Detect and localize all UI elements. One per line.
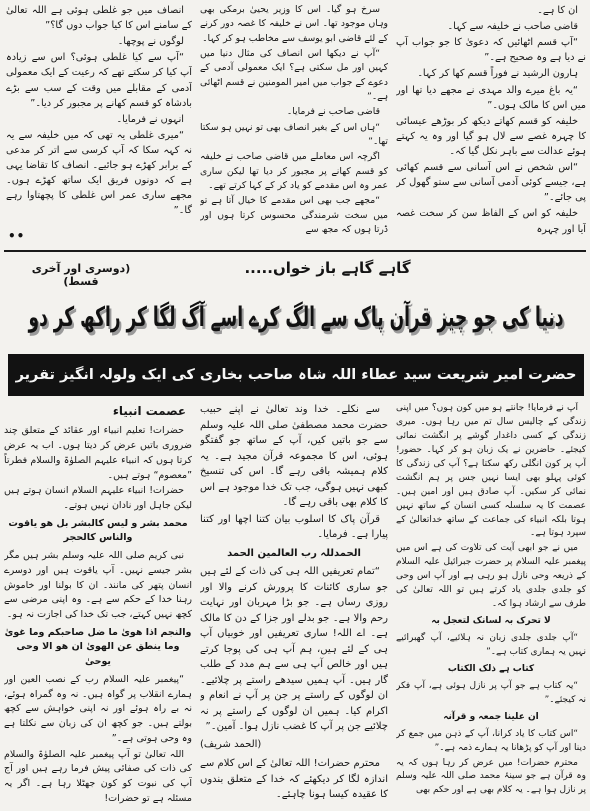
paragraph: نبی کریم صلی اللہ علیہ وسلم بشر ہیں مگر بشر جیسے نہیں۔ آپ یاقوت ہیں اور دوسرے انسان پتھر کی مانند۔ ان کا بولنا اور خاموش رہنا خدا کے حکم سے ہے۔ وہ اپنی مرضی سے کچھ نہیں کہتے، جب تک خدا کی اجازت نہ ہو۔ xyxy=(4,550,192,621)
paragraph: “آپ جلدی جلدی زبان نہ ہلائیے، آپ گھبرائیے نہیں یہ ہماری کتاب ہے۔” xyxy=(396,633,586,657)
headline xyxy=(18,288,574,348)
paragraph: حضرات! تعلیم انبیاء اور عقائد کے متعلق چند ضروری باتیں عرض کر دیتا ہوں۔ اب یہ عرض کرتا ہوں کہ انبیاء علیہم الصلوٰۃ والسلام فطرتاً ”معصوم“ ہوتے ہیں۔ xyxy=(4,425,192,481)
paragraph: “یہ باغ میرے والد مہدی نے مجھے دیا تھا اور میں اس کا مالک ہوں۔” xyxy=(396,84,586,111)
paragraph: “آپ نے دیکھا اس انصاف کی مثال دنیا میں کہیں اور مل سکتی ہے؟ ایک معمولی آدمی کے دعوے کے جواب میں امیر المومنین نے قسم اٹھائی ہے۔” xyxy=(200,47,388,102)
verse-line: الحمدللہ رب العالمین الحمد xyxy=(227,547,361,559)
byline-banner-text: حضرت امیر شریعت سید عطاء اللہ شاہ صاحب بخاری کی ایک ولولہ انگیز تقریر xyxy=(15,367,577,383)
paragraph: اللہ تعالیٰ تو آپ پیغمبر علیہ الصلوٰۃ والسلام کی ذات کی صفائی پیش فرما رہے ہیں اور آج آپ کی نبوت کو کون جھٹلا رہا ہے۔ اگر یہ مسئلہ ہے تو حضرات! xyxy=(4,748,192,804)
paragraph: خلیفہ کو قسم کھاتے دیکھ کر بوڑھے عیسائی کا چہرہ غصے سے لال ہو گیا اور وہ یہ کہتے ہوئے عدالت سے باہر نکل گیا کہ۔ xyxy=(396,115,586,157)
paragraph: محترم حضرات! اللہ تعالیٰ کے اس کلام سے اندازہ لگا کر دیکھئے کہ خدا کے متعلق بندوں کا عقیدہ کیسا ہونا چاہئے۔ xyxy=(200,758,388,800)
verse-line: والنجم اذا ھویٰ ما ضل صاحبکم وما غویٰ وما ینطق عن الھویٰ ان ھو الا وحی یوحیٰ xyxy=(4,626,192,668)
top-column-left xyxy=(6,3,192,229)
top-column-right xyxy=(396,3,586,239)
paragraph: “اس کتاب کا یاد کرانا، آپ کے ذہن میں جمع کر دینا اور آپ کو پڑھانا یہ ہمارے ذمہ ہے۔” xyxy=(396,728,586,753)
story-end-marker: •• xyxy=(8,229,26,243)
paragraph: قاضی صاحب نے خلیفہ سے کہا۔ xyxy=(447,21,578,33)
section-divider xyxy=(4,250,586,252)
signoff-line: (الحمد شریف) xyxy=(200,738,262,750)
paragraph: سے نکلے۔ خدا وند تعالیٰ نے اپنے حبیب حضرت محمد مصطفیٰ صلی اللہ علیہ وسلم سے جو باتیں کیں، آپ کے ساتھ جو گفتگو ہوئی، اس کا مجموعہ قرآن مجید ہے۔ یہ کلام ہمیشہ باقی رہے گا۔ اس کی تنسیخ کبھی نہیں ہوگی، جب تک خدا موجود ہے اس کا کلام بھی باقی رہے گا۔ xyxy=(200,404,388,508)
top-column-middle xyxy=(200,3,388,239)
section-heading: عصمت انبیاء xyxy=(112,404,186,418)
paragraph: “اس شخص نے اس آسانی سے قسم کھائی ہے، جیسے کوئی آدمی آسانی سے ستو گھول کر پی جائے۔” xyxy=(396,162,586,204)
paragraph: لوگوں نے پوچھا۔ xyxy=(117,36,184,48)
paragraph: “مجھے جب بھی اس مقدمے کا خیال آتا ہے تو میں سخت شرمندگی محسوس کرتا ہوں اور ڈرتا ہوں کہ مجھ سے xyxy=(200,195,388,235)
paragraph: آپ نے فرمایا! جانتے ہو میں کون ہوں؟ میں اپنی زندگی کے چالیس سال تم میں رہا ہوں۔ میری زندگی کے کسی داغدار گوشے پر انگشت نمائی کیجئے۔ حاضرین نے یک زبان ہو کر کہا۔ حضور! آپ پر کون انگلی رکھ سکتا ہے؟ آپ کی زندگی کا کوئی پہلو بھی ایسا نہیں جس پر ہم انگشت نمائی کر سکیں۔ آپ صادق ہیں اور امین ہیں۔ عصمت کا یہ سلسلہ کسی انسان کے ساتھ نہیں ہوتا بلکہ انبیاء کی جماعت کے ساتھ خداتعالیٰ کے سپرد ہوتا ہے۔ xyxy=(396,403,586,539)
byline-banner xyxy=(8,354,584,396)
paragraph: “یہ کتاب ہے جو آپ پر نازل ہوئی ہے، آپ فکر نہ کیجئے۔” xyxy=(396,680,586,705)
paragraph: اگرچہ اس معاملے میں قاضی صاحب نے خلیفہ کو قسم کھانے پر مجبور کر دیا تھا لیکن ساری عمر وہ اس مقدمے کو یاد کر کے کہا کرتے تھے۔ xyxy=(200,151,388,191)
paragraph: سرخ ہو گیا۔ اس کا وزیر یحییٰ برمکی بھی وہاں موجود تھا۔ اس نے خلیفہ کا غصہ دور کرنے کے لئے قاضی ابو یوسف سے مخاطب ہو کر کہا۔ xyxy=(200,4,388,44)
paragraph: حضرات! انبیاء علیہم السلام انسان ہوتے ہیں لیکن جاہل اور نادان نہیں ہوتے۔ xyxy=(4,485,192,511)
paragraph: “تمام تعریفیں اللہ ہی کی ذات کے لئے ہیں جو ساری کائنات کا پرورش کرنے والا اور روزی رساں ہے۔ جو بڑا مہربان اور نہایت رحم والا ہے۔ جو بدلے اور جزا کے دن کا مالک ہے۔ اے اللہ! ساری تعریفیں اور خوبیاں آپ ہی کے لئے ہیں، ہم آپ ہی کی پوجا کرتے ہیں اور خالص آپ ہی سے ہم مدد کے طلب گار ہیں۔ آپ ہمیں سیدھے راستے پر چلائیے۔ ان لوگوں کے راستے پر جن پر آپ نے انعام و اکرام کیا۔ ہمیں ان لوگوں کے راستے پر نہ چلائیے جن پر آپ کا غضب نازل ہوا۔ آمین۔” xyxy=(200,566,388,732)
paragraph: انہوں نے فرمایا۔ xyxy=(116,113,184,125)
series-label: گاہے گاہے باز خواں..... xyxy=(244,259,411,277)
paragraph: “آپ قسم اٹھائیں کہ دعویٰ کا جو جواب آپ نے دیا ہے وہ صحیح ہے۔” xyxy=(396,37,586,64)
installment-label: (دوسری اور آخری قسط) xyxy=(31,262,131,288)
paragraph: میں نے جو ابھی آیت کی تلاوت کی ہے اس میں پیغمبر علیہ السلام پر حضرت جبرائیل علیہ السلام کے ذریعہ وحی نازل ہو رہی ہے اور آپ اس وحی کو جلدی جلدی یاد کرتے ہیں تو اللہ تعالیٰ کی طرف سے ارشاد ہوا کہ۔ xyxy=(396,543,586,610)
verse-line: لا تحرک بہ لسانک لتعجل بہ xyxy=(431,616,551,627)
paragraph: “آپ سے کیا غلطی ہوئی؟ اس سے زیادہ آپ کیا کر سکتے تھے کہ رعیت کے ایک معمولی آدمی کے مقابلے میں وقت کے سب سے بڑے بادشاہ کو قسم کھانے پر مجبور کر دیا۔” xyxy=(6,52,192,109)
paragraph: “پیغمبر علیہ السلام رب کے نصب العین اور ہمارے انقلاب پر گواہ ہیں۔ نہ وہ گمراہ ہوئے، نہ بے راہ ہوئے اور نہ اپنی خواہش سے کچھ بولتے ہیں۔ جو کچھ ان کی زبان سے نکلتا ہے وہ وحی ہوتی ہے۔” xyxy=(4,673,192,744)
paragraph: “ہاں اس کے بغیر انصاف بھی تو نہیں ہو سکتا تھا۔” xyxy=(200,121,388,147)
article-column-middle xyxy=(200,402,388,808)
paragraph: قرآن پاک کا اسلوب بیان کتنا اچھا اور کتنا پیارا ہے۔ فرمایا۔ xyxy=(200,513,388,540)
paragraph: خلیفہ کو اس کے الفاظ سن کر سخت غصہ آیا اور چہرہ xyxy=(396,208,586,235)
paragraph: محترم حضرات! میں عرض کر رہا ہوں کہ یہ وہ قرآن ہے جو سینۂ محمد صلی اللہ علیہ وسلم پر نازل ہوا ہے۔ یہ کلام بھی ہے اور حکم بھی xyxy=(396,757,586,796)
paragraph: قاضی صاحب نے فرمایا۔ xyxy=(286,106,380,118)
paragraph: انصاف میں جو غلطی ہوئی ہے اللہ تعالیٰ کے سامنے اس کا کیا جواب دوں گا؟” xyxy=(6,5,192,32)
verse-line: محمد بشر و لیس کالبشر بل ھو یاقوت والناس کالحجر xyxy=(8,517,188,544)
paragraph: “میری غلطی یہ تھی کہ میں خلیفہ سے یہ نہ کہہ سکا کہ آپ کرسی سے اتر کر مدعی کے برابر کھڑے ہو جائیے۔ انصاف کا تقاضا یہی ہے کہ دونوں فریق ایک ساتھ کھڑے ہوں۔ مجھے ساری عمر اس غلطی کا پچھتاوا رہے گا۔” xyxy=(6,129,192,217)
headline-text: دنیا کی جو چیز قرآن پاک سے الگ کرے اسے آگ لگا کر راکھ کر دو xyxy=(28,302,564,334)
verse-line: ان علینا جمعہ و قرآنہ xyxy=(443,711,539,722)
paragraph: ہارون الرشید نے فوراً قسم کھا کر کہا۔ xyxy=(417,68,578,80)
verse-line: کتاب ہے ذلک الکتاب xyxy=(447,663,535,674)
paragraph: ان کا ہے۔ xyxy=(537,5,578,16)
article-column-right xyxy=(396,402,586,808)
article-column-left xyxy=(4,402,192,808)
